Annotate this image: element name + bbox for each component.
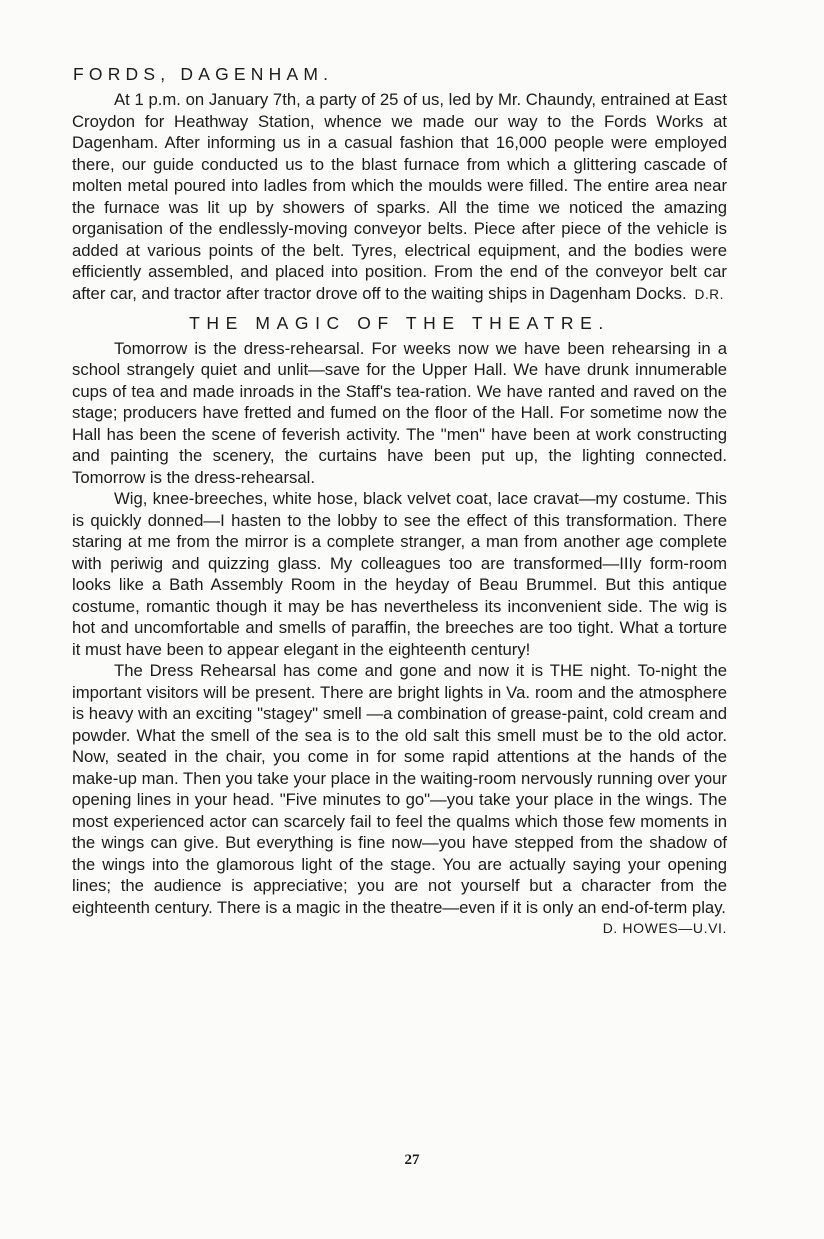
article-signature: D.R. bbox=[694, 287, 724, 302]
article-paragraph: At 1 p.m. on January 7th, a party of 25 of us, led by Mr. Chaundy, entrained at East Croydon for Heathway Station, whence we made our way to the Fords Works at Dagenham. After informing us in a casual fashion that 16,000 people were employed there, our guide conducted us to the blast furnace from which a glittering cascade of molten metal poured into ladles from which the moulds were filled. The entire area near the furnace was lit up by showers of sparks. All the time we noticed the amazing organisation of the endlessly-moving conveyor belts. Piece after piece of the vehicle is added at various points of the belt. Tyres, electrical equipment, and the bodies were efficiently assembled, and placed into position. From the end of the conveyor belt car after car, and tractor after tractor drove off to the waiting ships in Dagenham Docks. bbox=[72, 90, 727, 303]
article-paragraph: Wig, knee-breeches, white hose, black velvet coat, lace cravat—my costume. This is quickly donned—I hasten to the lobby to see the effect of this transformation. There staring at me from the mirror is a complete stranger, a man from another age complete with periwig and quizzing glass. My colleagues too are transformed—IIIy form-room looks like a Bath Assembly Room in the heyday of Beau Brummel. But this antique costume, romantic though it may be has nevertheless its inconvenient side. The wig is hot and uncomfortable and smells of paraffin, the breeches are too tight. What a torture it must have been to appear elegant in the eighteenth century! bbox=[72, 489, 727, 659]
article-heading: THE MAGIC OF THE THEATRE. bbox=[189, 312, 610, 333]
article-paragraph: The Dress Rehearsal has come and gone and now it is THE night. To-night the important visitors will be present. There are bright lights in Va. room and the atmosphere is heavy with an exciting "stagey" smell —a combination of grease-paint, cold cream and powder. What the smell of the sea is to the old salt this smell must be to the old actor. Now, seated in the chair, you come in for some rapid attentions at the hands of the make-up man. Then you take your place in the waiting-room nervously running over your opening lines in your head. "Five minutes to go"—you take your place in the wings. The most experienced actor can scarcely fail to feel the qualms which those few moments in the wings can give. But everything is fine now—you have stepped from the shadow of the wings into the glamorous light of the stage. You are actually saying your opening lines; the audience is appreciative; you are not yourself but a character from the eighteenth century. There is a magic in the theatre—even if it is only an end-of-term play. bbox=[72, 661, 727, 917]
article-fords-dagenham bbox=[72, 62, 727, 306]
page-number: 27 bbox=[404, 1152, 420, 1168]
article-heading: FORDS, DAGENHAM. bbox=[73, 64, 334, 84]
article-signature: D. HOWES—U.VI. bbox=[602, 920, 727, 936]
article-paragraph: Tomorrow is the dress-rehearsal. For weeks now we have been rehearsing in a school strangely quiet and unlit—save for the Upper Hall. We have drunk innumerable cups of tea and made inroads in the Staff's tea-ration. We have ranted and raved on the stage; producers have fretted and fumed on the floor of the Hall. For sometime now the Hall has been the scene of feverish activity. The "men" have been at work constructing and painting the scenery, the curtains have been put up, the lighting connected. Tomorrow is the dress-rehearsal. bbox=[72, 338, 727, 487]
text-column bbox=[72, 62, 727, 940]
article-magic-of-the-theatre bbox=[72, 311, 727, 940]
